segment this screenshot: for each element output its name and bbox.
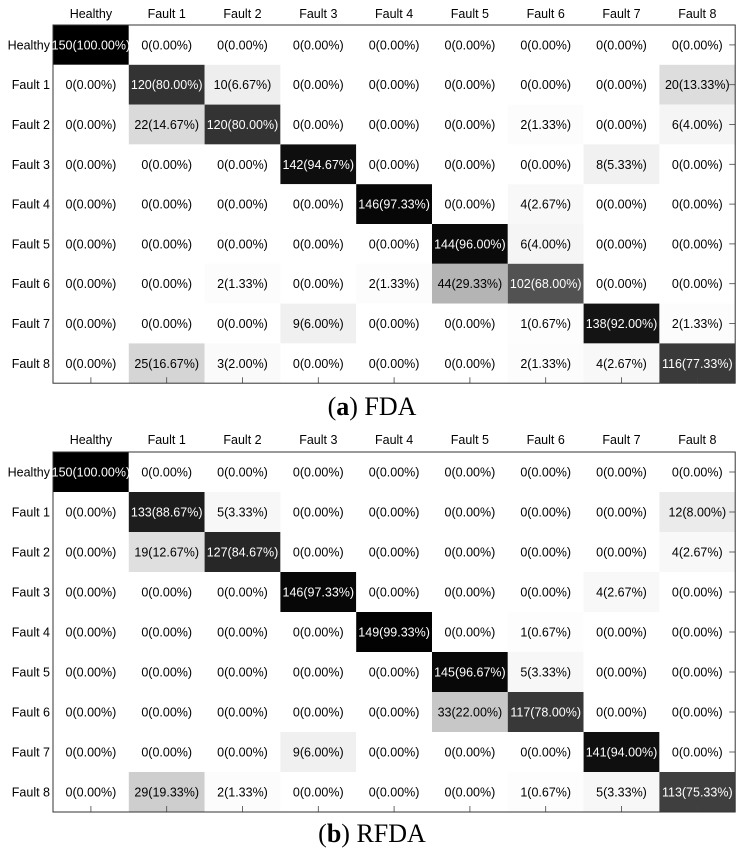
cell-label-rfda-r7-c7: 141(94.00%): [585, 745, 658, 760]
column-header-rfda-8: Fault 8: [678, 433, 717, 447]
cell-label-rfda-r2-c1: 19(12.67%): [134, 545, 200, 560]
cell-label-rfda-r8-c1: 29(19.33%): [134, 785, 200, 800]
caption-text-rfda: RFDA: [356, 819, 426, 848]
cell-label-rfda-r1-c7: 0(0.00%): [596, 505, 647, 520]
cell-label-rfda-r3-c2: 0(0.00%): [217, 585, 268, 600]
cell-label-rfda-r2-c6: 0(0.00%): [520, 545, 572, 560]
cell-label-fda-r1-c5: 0(0.00%): [444, 78, 496, 93]
cell-label-fda-r7-c2: 0(0.00%): [217, 317, 268, 331]
cell-label-fda-r3-c5: 0(0.00%): [444, 157, 496, 172]
cell-label-rfda-r0-c6: 0(0.00%): [520, 465, 572, 480]
cell-label-rfda-r2-c7: 0(0.00%): [596, 545, 647, 560]
cell-label-rfda-r0-c2: 0(0.00%): [217, 465, 268, 480]
cell-label-rfda-r6-c4: 0(0.00%): [368, 705, 420, 720]
row-header-rfda-7: Fault 7: [11, 745, 50, 760]
cell-label-rfda-r5-c4: 0(0.00%): [368, 665, 420, 680]
cell-label-rfda-r6-c3: 0(0.00%): [292, 705, 344, 720]
cell-label-fda-r6-c4: 2(1.33%): [368, 277, 420, 292]
confusion-matrix-rfda-panel: [0, 424, 744, 857]
column-header-fda-5: Fault 5: [450, 7, 490, 21]
cell-label-fda-r6-c2: 2(1.33%): [217, 277, 268, 292]
cell-label-rfda-r4-c1: 0(0.00%): [141, 625, 193, 640]
cell-label-fda-r1-c3: 0(0.00%): [292, 78, 344, 93]
cell-label-rfda-r3-c3: 146(97.33%): [282, 585, 355, 600]
cell-label-fda-r7-c4: 0(0.00%): [368, 317, 420, 331]
cell-label-rfda-r3-c1: 0(0.00%): [141, 585, 193, 600]
column-header-fda-4: Fault 4: [374, 7, 414, 21]
cell-label-rfda-r3-c0: 0(0.00%): [65, 585, 117, 600]
row-header-fda-5: Fault 5: [11, 237, 50, 252]
cell-label-rfda-r4-c5: 0(0.00%): [444, 625, 496, 640]
column-header-rfda-6: Fault 6: [526, 433, 565, 447]
cell-label-rfda-r0-c4: 0(0.00%): [368, 465, 420, 480]
cell-label-fda-r1-c0: 0(0.00%): [65, 78, 117, 93]
cell-label-rfda-r6-c1: 0(0.00%): [141, 705, 193, 720]
cell-label-rfda-r8-c2: 2(1.33%): [217, 785, 268, 800]
row-header-rfda-8: Fault 8: [11, 785, 50, 800]
cell-label-fda-r4-c3: 0(0.00%): [292, 197, 344, 212]
cell-label-fda-r6-c6: 102(68.00%): [509, 277, 582, 292]
cell-label-rfda-r8-c6: 1(0.67%): [520, 785, 572, 800]
cell-label-rfda-r3-c5: 0(0.00%): [444, 585, 496, 600]
cell-label-rfda-r5-c6: 5(3.33%): [520, 665, 572, 680]
cell-label-rfda-r6-c0: 0(0.00%): [65, 705, 117, 720]
column-header-fda-0: Healthy: [69, 7, 113, 21]
cell-label-rfda-r2-c2: 127(84.67%): [206, 545, 279, 560]
cell-label-fda-r1-c8: 20(13.33%): [664, 78, 730, 93]
caption-rfda: (b) RFDA: [318, 819, 426, 848]
row-header-fda-4: Fault 4: [11, 197, 50, 212]
cell-label-fda-r3-c2: 0(0.00%): [217, 157, 268, 172]
row-header-rfda-1: Fault 1: [11, 505, 50, 520]
cell-label-fda-r3-c3: 142(94.67%): [282, 157, 355, 172]
cell-label-fda-r4-c2: 0(0.00%): [217, 197, 268, 212]
cell-label-rfda-r6-c2: 0(0.00%): [217, 705, 268, 720]
column-header-rfda-3: Fault 3: [299, 433, 338, 447]
cell-label-fda-r8-c0: 0(0.00%): [65, 356, 117, 371]
cell-label-rfda-r1-c3: 0(0.00%): [292, 505, 344, 520]
cell-label-rfda-r3-c7: 4(2.67%): [596, 585, 647, 600]
cell-label-fda-r8-c2: 3(2.00%): [217, 356, 268, 371]
row-header-fda-3: Fault 3: [11, 157, 50, 172]
column-header-fda-8: Fault 8: [678, 7, 717, 21]
cell-label-rfda-r7-c0: 0(0.00%): [65, 745, 117, 760]
cell-label-fda-r6-c3: 0(0.00%): [292, 277, 344, 292]
cell-label-fda-r0-c8: 0(0.00%): [671, 38, 723, 53]
cell-label-rfda-r2-c4: 0(0.00%): [368, 545, 420, 560]
cell-label-fda-r6-c8: 0(0.00%): [671, 277, 723, 292]
cell-label-rfda-r4-c7: 0(0.00%): [596, 625, 647, 640]
cell-label-fda-r1-c4: 0(0.00%): [368, 78, 420, 93]
cell-label-rfda-r2-c8: 4(2.67%): [671, 545, 723, 560]
cell-label-rfda-r4-c0: 0(0.00%): [65, 625, 117, 640]
cell-label-fda-r1-c7: 0(0.00%): [596, 78, 647, 93]
cell-label-rfda-r7-c5: 0(0.00%): [444, 745, 496, 760]
cell-label-fda-r2-c0: 0(0.00%): [65, 118, 117, 132]
column-header-rfda-0: Healthy: [69, 433, 113, 447]
cell-label-rfda-r7-c6: 0(0.00%): [520, 745, 572, 760]
caption-text-fda: FDA: [364, 392, 417, 421]
cell-label-rfda-r5-c8: 0(0.00%): [671, 665, 723, 680]
cell-label-fda-r7-c0: 0(0.00%): [65, 317, 117, 331]
cell-label-fda-r3-c6: 0(0.00%): [520, 157, 572, 172]
cell-label-fda-r5-c3: 0(0.00%): [292, 237, 344, 252]
row-header-rfda-6: Fault 6: [11, 705, 50, 720]
row-header-fda-6: Fault 6: [11, 277, 50, 292]
cell-label-rfda-r7-c1: 0(0.00%): [141, 745, 193, 760]
cell-label-fda-r6-c7: 0(0.00%): [596, 277, 647, 292]
cell-label-rfda-r1-c5: 0(0.00%): [444, 505, 496, 520]
cell-label-rfda-r3-c8: 0(0.00%): [671, 585, 723, 600]
cell-label-fda-r5-c4: 0(0.00%): [368, 237, 420, 252]
cell-label-rfda-r8-c0: 0(0.00%): [65, 785, 117, 800]
row-header-fda-0: Healthy: [7, 38, 50, 53]
cell-label-fda-r5-c7: 0(0.00%): [596, 237, 647, 252]
cell-label-fda-r0-c2: 0(0.00%): [217, 38, 268, 53]
confusion-matrix-rfda: [0, 424, 744, 819]
cell-label-fda-r1-c1: 120(80.00%): [130, 78, 203, 93]
cell-label-fda-r7-c8: 2(1.33%): [671, 317, 723, 331]
cell-label-fda-r0-c0: 150(100.00%): [51, 38, 131, 53]
cell-label-fda-r0-c3: 0(0.00%): [292, 38, 344, 53]
cell-label-fda-r4-c0: 0(0.00%): [65, 197, 117, 212]
cell-label-fda-r1-c2: 10(6.67%): [213, 78, 272, 93]
cell-label-fda-r5-c0: 0(0.00%): [65, 237, 117, 252]
cell-label-rfda-r2-c5: 0(0.00%): [444, 545, 496, 560]
cell-label-rfda-r1-c6: 0(0.00%): [520, 505, 572, 520]
cell-label-fda-r8-c6: 2(1.33%): [520, 356, 572, 371]
column-header-rfda-1: Fault 1: [147, 433, 186, 447]
cell-label-rfda-r6-c7: 0(0.00%): [596, 705, 647, 720]
cell-label-rfda-r1-c8: 12(8.00%): [668, 505, 727, 520]
row-header-rfda-4: Fault 4: [11, 625, 50, 640]
cell-label-rfda-r6-c5: 33(22.00%): [437, 705, 503, 720]
cell-label-rfda-r3-c6: 0(0.00%): [520, 585, 572, 600]
cell-label-fda-r6-c5: 44(29.33%): [437, 277, 503, 292]
row-header-rfda-5: Fault 5: [11, 665, 50, 680]
cell-label-fda-r3-c4: 0(0.00%): [368, 157, 420, 172]
cell-label-rfda-r6-c6: 117(78.00%): [510, 705, 582, 720]
cell-label-fda-r7-c7: 138(92.00%): [585, 317, 658, 331]
cell-label-rfda-r8-c7: 5(3.33%): [596, 785, 647, 800]
row-header-rfda-2: Fault 2: [11, 545, 50, 560]
cell-label-fda-r4-c4: 146(97.33%): [358, 197, 430, 212]
cell-label-fda-r4-c6: 4(2.67%): [520, 197, 572, 212]
row-header-fda-8: Fault 8: [11, 356, 50, 371]
row-header-fda-7: Fault 7: [11, 317, 50, 331]
cell-label-fda-r3-c0: 0(0.00%): [65, 157, 117, 172]
cell-label-rfda-r2-c0: 0(0.00%): [65, 545, 117, 560]
column-header-fda-7: Fault 7: [602, 7, 641, 21]
cell-label-fda-r0-c6: 0(0.00%): [520, 38, 572, 53]
column-header-rfda-4: Fault 4: [374, 433, 414, 447]
column-header-fda-2: Fault 2: [223, 7, 262, 21]
column-header-rfda-2: Fault 2: [223, 433, 262, 447]
cell-label-fda-r6-c1: 0(0.00%): [141, 277, 193, 292]
cell-label-fda-r4-c8: 0(0.00%): [671, 197, 723, 212]
cell-label-fda-r4-c5: 0(0.00%): [444, 197, 496, 212]
caption-letter-b: b: [326, 819, 342, 848]
caption-fda: (a) FDA: [327, 392, 417, 421]
cell-label-fda-r5-c8: 0(0.00%): [671, 237, 723, 252]
column-header-fda-1: Fault 1: [147, 7, 186, 21]
cell-label-fda-r5-c1: 0(0.00%): [141, 237, 193, 252]
cell-label-rfda-r4-c4: 149(99.33%): [358, 625, 430, 640]
cell-label-rfda-r4-c2: 0(0.00%): [217, 625, 268, 640]
cell-label-fda-r5-c5: 144(96.00%): [434, 237, 506, 252]
cell-label-rfda-r6-c8: 0(0.00%): [671, 705, 723, 720]
row-header-rfda-3: Fault 3: [11, 585, 50, 600]
cell-label-fda-r3-c1: 0(0.00%): [141, 157, 193, 172]
cell-label-fda-r2-c4: 0(0.00%): [368, 118, 420, 132]
cell-label-rfda-r5-c2: 0(0.00%): [217, 665, 268, 680]
cell-label-rfda-r3-c4: 0(0.00%): [368, 585, 420, 600]
cell-label-rfda-r7-c8: 0(0.00%): [671, 745, 723, 760]
cell-label-fda-r2-c5: 0(0.00%): [444, 118, 496, 132]
cell-label-rfda-r1-c4: 0(0.00%): [368, 505, 420, 520]
cell-label-rfda-r1-c2: 5(3.33%): [217, 505, 268, 520]
cell-label-fda-r0-c7: 0(0.00%): [596, 38, 647, 53]
cell-label-rfda-r1-c0: 0(0.00%): [65, 505, 117, 520]
row-header-rfda-0: Healthy: [7, 465, 50, 480]
cell-label-fda-r4-c7: 0(0.00%): [596, 197, 647, 212]
cell-label-fda-r3-c8: 0(0.00%): [671, 157, 723, 172]
cell-label-rfda-r0-c5: 0(0.00%): [444, 465, 496, 480]
cell-label-rfda-r7-c2: 0(0.00%): [217, 745, 268, 760]
cell-label-fda-r0-c5: 0(0.00%): [444, 38, 496, 53]
cell-label-fda-r1-c6: 0(0.00%): [520, 78, 572, 93]
cell-label-fda-r7-c3: 9(6.00%): [292, 317, 344, 331]
cell-label-rfda-r8-c8: 113(75.33%): [661, 785, 733, 800]
row-header-fda-1: Fault 1: [11, 78, 50, 93]
cell-label-fda-r2-c3: 0(0.00%): [292, 118, 344, 132]
cell-label-fda-r8-c4: 0(0.00%): [368, 356, 420, 371]
cell-label-rfda-r5-c5: 145(96.67%): [434, 665, 506, 680]
cell-label-rfda-r7-c4: 0(0.00%): [368, 745, 420, 760]
column-header-rfda-7: Fault 7: [602, 433, 641, 447]
confusion-matrix-fda-panel: [0, 0, 744, 426]
cell-label-fda-r6-c0: 0(0.00%): [65, 277, 117, 292]
cell-label-fda-r8-c3: 0(0.00%): [292, 356, 344, 371]
cell-label-fda-r2-c7: 0(0.00%): [596, 118, 647, 132]
cell-label-rfda-r7-c3: 9(6.00%): [292, 745, 344, 760]
cell-label-fda-r7-c5: 0(0.00%): [444, 317, 496, 331]
cell-label-fda-r2-c2: 120(80.00%): [206, 118, 279, 132]
cell-label-fda-r5-c6: 6(4.00%): [520, 237, 572, 252]
column-header-fda-3: Fault 3: [299, 7, 338, 21]
caption-letter-a: a: [336, 392, 350, 421]
cell-label-rfda-r0-c0: 150(100.00%): [51, 465, 131, 480]
cell-label-fda-r7-c6: 1(0.67%): [520, 317, 572, 331]
cell-label-rfda-r5-c7: 0(0.00%): [596, 665, 647, 680]
cell-label-rfda-r0-c7: 0(0.00%): [596, 465, 647, 480]
cell-label-rfda-r1-c1: 133(88.67%): [130, 505, 203, 520]
cell-label-rfda-r5-c1: 0(0.00%): [141, 665, 193, 680]
column-header-fda-6: Fault 6: [526, 7, 565, 21]
cell-label-fda-r2-c6: 2(1.33%): [520, 118, 572, 132]
cell-label-rfda-r4-c6: 1(0.67%): [520, 625, 572, 640]
cell-label-fda-r4-c1: 0(0.00%): [141, 197, 193, 212]
cell-label-rfda-r0-c3: 0(0.00%): [292, 465, 344, 480]
cell-label-fda-r8-c1: 25(16.67%): [134, 356, 200, 371]
cell-label-fda-r3-c7: 8(5.33%): [596, 157, 647, 172]
confusion-matrix-fda: [0, 0, 744, 390]
cell-label-fda-r2-c1: 22(14.67%): [134, 118, 200, 132]
cell-label-rfda-r5-c3: 0(0.00%): [292, 665, 344, 680]
cell-label-fda-r8-c8: 116(77.33%): [661, 356, 733, 371]
cell-label-fda-r5-c2: 0(0.00%): [217, 237, 268, 252]
cell-label-rfda-r2-c3: 0(0.00%): [292, 545, 344, 560]
cell-label-fda-r7-c1: 0(0.00%): [141, 317, 193, 331]
cell-label-rfda-r0-c8: 0(0.00%): [671, 465, 723, 480]
cell-label-rfda-r5-c0: 0(0.00%): [65, 665, 117, 680]
cell-label-fda-r8-c5: 0(0.00%): [444, 356, 496, 371]
cell-label-fda-r0-c4: 0(0.00%): [368, 38, 420, 53]
cell-label-fda-r8-c7: 4(2.67%): [596, 356, 647, 371]
cell-label-fda-r2-c8: 6(4.00%): [671, 118, 723, 132]
cell-label-rfda-r8-c5: 0(0.00%): [444, 785, 496, 800]
cell-label-rfda-r8-c3: 0(0.00%): [292, 785, 344, 800]
cell-label-rfda-r4-c8: 0(0.00%): [671, 625, 723, 640]
cell-label-fda-r0-c1: 0(0.00%): [141, 38, 193, 53]
column-header-rfda-5: Fault 5: [450, 433, 490, 447]
row-header-fda-2: Fault 2: [11, 118, 50, 132]
cell-label-rfda-r8-c4: 0(0.00%): [368, 785, 420, 800]
cell-label-rfda-r4-c3: 0(0.00%): [292, 625, 344, 640]
cell-label-rfda-r0-c1: 0(0.00%): [141, 465, 193, 480]
